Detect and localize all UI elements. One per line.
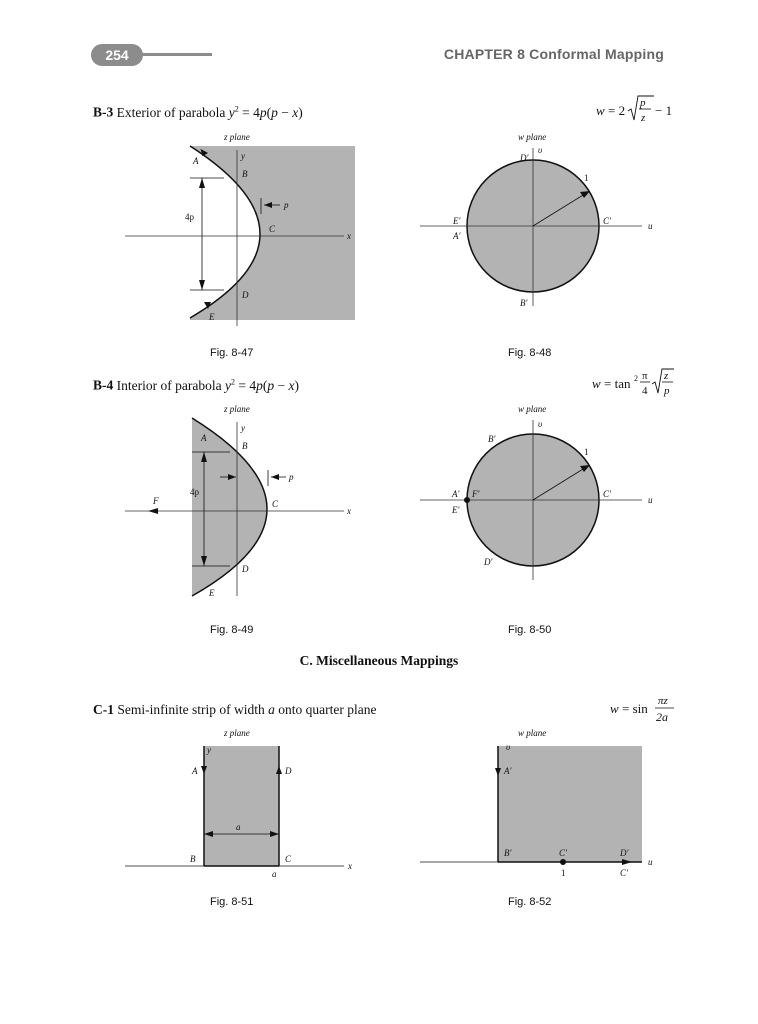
c1-id: C-1 bbox=[93, 702, 114, 717]
point-C-label: C bbox=[272, 499, 279, 509]
w-plane-label: w plane bbox=[518, 728, 547, 738]
point-C-label: C bbox=[285, 854, 292, 864]
fig-8-50-caption: Fig. 8-50 bbox=[508, 624, 552, 636]
point-Cp-label: C′ bbox=[559, 848, 567, 858]
point-C-label: C bbox=[269, 224, 276, 234]
u-label: u bbox=[648, 495, 653, 505]
radius-one-label: 1 bbox=[584, 173, 589, 183]
point-E-label: E bbox=[209, 588, 215, 598]
a-tick-label: a bbox=[272, 869, 277, 879]
svg-text:w: w bbox=[610, 701, 619, 716]
point-A-dot bbox=[464, 497, 470, 503]
point-B-label: B bbox=[242, 441, 248, 451]
point-Dp-label: D′ bbox=[520, 153, 529, 163]
svg-text:πz: πz bbox=[658, 695, 668, 707]
point-Bp-label: B′ bbox=[520, 298, 528, 308]
section-c-title: C. Miscellaneous Mappings bbox=[299, 653, 459, 668]
point-Dp-label: D′ bbox=[620, 848, 629, 858]
point-Ap-label: A′ bbox=[504, 766, 512, 776]
four-p-label: 4p bbox=[185, 212, 194, 222]
svg-text:z: z bbox=[664, 370, 669, 382]
svg-text:2: 2 bbox=[634, 374, 638, 383]
z-plane-label: z plane bbox=[224, 132, 250, 142]
radius-one-label: 1 bbox=[584, 447, 589, 457]
point-B-label: B bbox=[190, 854, 196, 864]
fig-8-47-caption: Fig. 8-47 bbox=[210, 347, 254, 359]
fig-8-49-caption: Fig. 8-49 bbox=[210, 624, 254, 636]
point-A-label: A bbox=[201, 433, 207, 443]
point-A-label: A bbox=[193, 156, 199, 166]
point-Ep-label: E′ bbox=[453, 216, 461, 226]
p-label: p bbox=[284, 200, 289, 210]
z-plane-label: z plane bbox=[224, 728, 250, 738]
point-F-label: F bbox=[153, 496, 159, 506]
fig-8-50 bbox=[420, 400, 670, 600]
b3-id: B-3 bbox=[93, 104, 114, 120]
point-Cp-label: C′ bbox=[603, 489, 611, 499]
b3-heading bbox=[93, 104, 303, 121]
point-D-label: D bbox=[285, 766, 292, 776]
x-label: x bbox=[347, 506, 351, 516]
svg-text:− 1: − 1 bbox=[655, 103, 673, 118]
svg-text:= sin: = sin bbox=[622, 701, 648, 716]
svg-text:4: 4 bbox=[642, 385, 648, 397]
y-label: y bbox=[241, 423, 245, 433]
point-Cp-dot bbox=[560, 859, 566, 865]
fig-8-48-caption: Fig. 8-48 bbox=[508, 347, 552, 359]
u-label: u bbox=[648, 857, 653, 867]
point-D-label: D bbox=[242, 290, 249, 300]
point-Bp-label: B′ bbox=[504, 848, 512, 858]
c1-title: Semi-infinite strip of width a onto quarter plane bbox=[117, 702, 377, 717]
fig-8-47 bbox=[120, 128, 360, 338]
point-Cp-label: C′ bbox=[603, 216, 611, 226]
svg-text:p: p bbox=[664, 385, 670, 397]
header-rule bbox=[140, 53, 212, 56]
point-Ap-label: A′ bbox=[452, 489, 460, 499]
point-Cp-far-label: C′ bbox=[620, 868, 628, 878]
chapter-title: CHAPTER 8 Conformal Mapping bbox=[443, 46, 664, 62]
point-Ep-label: E′ bbox=[452, 505, 460, 515]
x-label: x bbox=[347, 231, 351, 241]
x-label: x bbox=[348, 861, 352, 871]
quarter-plane-region bbox=[498, 746, 642, 862]
fig-8-52 bbox=[420, 724, 670, 884]
point-D-label: D bbox=[242, 564, 249, 574]
svg-text:z: z bbox=[641, 112, 646, 124]
width-a-label: a bbox=[236, 822, 241, 832]
fig-8-51 bbox=[120, 724, 360, 884]
fig-8-52-caption: Fig. 8-52 bbox=[508, 896, 552, 908]
v-label: υ bbox=[538, 145, 543, 155]
v-label: υ bbox=[538, 419, 543, 429]
v-label: υ bbox=[506, 742, 511, 752]
fig-8-48 bbox=[420, 128, 670, 328]
svg-text:p: p bbox=[640, 97, 646, 109]
four-p-label: 4p bbox=[190, 487, 199, 497]
svg-text:w: w bbox=[596, 103, 605, 118]
b3-title: Exterior of parabola $y^2 = 4p(p - x)$ bbox=[116, 104, 303, 120]
svg-text:2a: 2a bbox=[656, 710, 668, 724]
y-label: y bbox=[241, 151, 245, 161]
page-number: 254 bbox=[91, 44, 143, 66]
point-A-label: A bbox=[192, 766, 198, 776]
w-plane-label: w plane bbox=[518, 404, 547, 414]
svg-text:= tan: = tan bbox=[604, 376, 631, 391]
b4-heading bbox=[93, 377, 299, 394]
svg-text:π: π bbox=[642, 370, 648, 382]
b4-title: Interior of parabola $y^2 = 4p(p - x)$ bbox=[116, 377, 299, 393]
c1-heading bbox=[93, 702, 376, 718]
point-E-label: E bbox=[209, 312, 215, 322]
p-label: p bbox=[289, 472, 294, 482]
point-Bp-label: B′ bbox=[488, 434, 496, 444]
b3-formula-render bbox=[596, 94, 674, 128]
one-tick-label: 1 bbox=[561, 868, 566, 878]
c1-formula-render bbox=[610, 692, 676, 726]
w-plane-label: w plane bbox=[518, 132, 547, 142]
b4-id: B-4 bbox=[93, 377, 114, 393]
svg-text:= 2: = 2 bbox=[608, 103, 626, 118]
fig-8-49 bbox=[120, 400, 360, 610]
b4-formula-render bbox=[592, 366, 674, 402]
y-label: y bbox=[207, 745, 211, 755]
point-Dp-label: D′ bbox=[484, 557, 493, 567]
strip-region bbox=[204, 746, 279, 866]
u-label: u bbox=[648, 221, 653, 231]
point-B-label: B bbox=[242, 169, 248, 179]
z-plane-label: z plane bbox=[224, 404, 250, 414]
point-Fp-label: F′ bbox=[472, 489, 480, 499]
fig-8-51-caption: Fig. 8-51 bbox=[210, 896, 254, 908]
point-Ap-label: A′ bbox=[453, 231, 461, 241]
svg-text:w: w bbox=[592, 376, 601, 391]
